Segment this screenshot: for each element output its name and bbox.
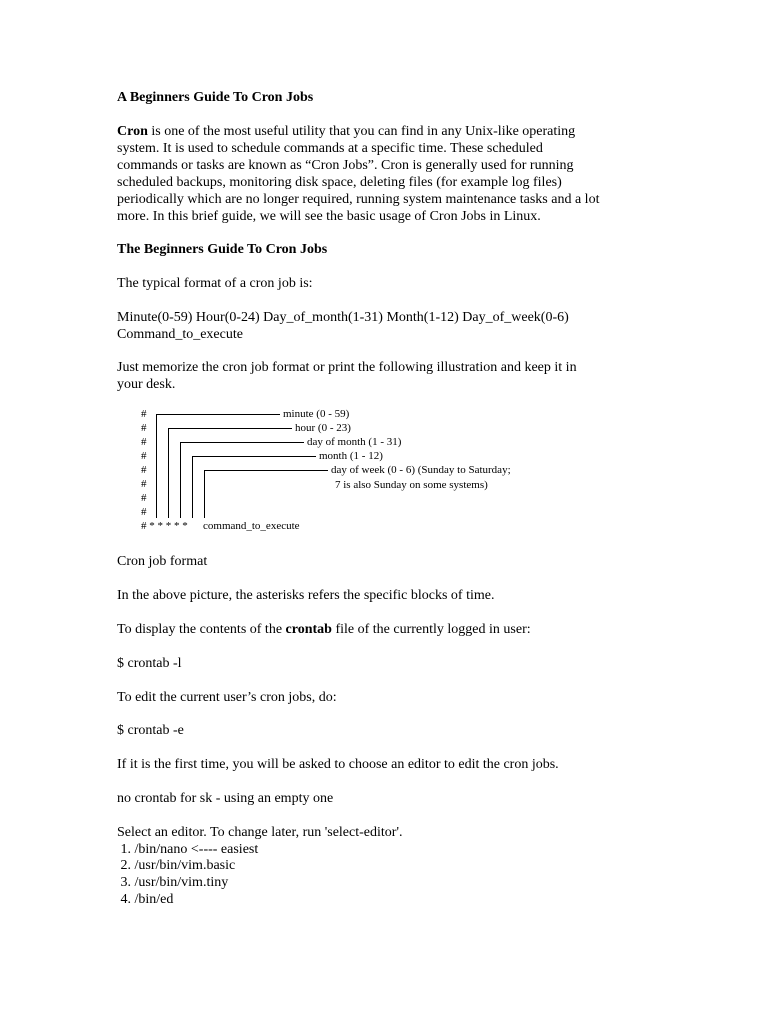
editor-option: 4. /bin/ed bbox=[117, 892, 174, 907]
no-crontab-text: no crontab for sk - using an empty one bbox=[117, 791, 334, 806]
diagram-hash: # bbox=[141, 436, 147, 448]
connector-line-minute bbox=[156, 414, 157, 518]
label-day-of-week-note: 7 is also Sunday on some systems) bbox=[335, 479, 488, 491]
connector-arm-day-of-month bbox=[180, 442, 304, 443]
cron-bold-word: Cron bbox=[117, 124, 148, 139]
label-day-of-week: day of week (0 - 6) (Sunday to Saturday; bbox=[331, 464, 511, 476]
diagram-hash: # bbox=[141, 408, 147, 420]
section-heading: The Beginners Guide To Cron Jobs bbox=[117, 242, 328, 257]
connector-line-month bbox=[192, 456, 193, 518]
label-hour: hour (0 - 23) bbox=[295, 422, 351, 434]
format-line-1: Minute(0-59) Hour(0-24) Day_of_month(1-31) Month(1-12) Day_of_week(0-6) bbox=[117, 310, 569, 325]
cron-format-diagram bbox=[141, 408, 581, 534]
intro-line-6: more. In this brief guide, we will see the basic usage of Cron Jobs in Linux. bbox=[117, 209, 541, 224]
display-text-before: To display the contents of the bbox=[117, 622, 286, 637]
diagram-hash: # bbox=[141, 450, 147, 462]
label-minute: minute (0 - 59) bbox=[283, 408, 350, 420]
intro-line-3: commands or tasks are known as “Cron Jobs”. Cron is generally used for running bbox=[117, 158, 574, 173]
diagram-asterisks: # * * * * * bbox=[141, 520, 188, 532]
page-title: A Beginners Guide To Cron Jobs bbox=[117, 90, 314, 105]
crontab-bold-word: crontab bbox=[285, 622, 332, 637]
label-month: month (1 - 12) bbox=[319, 450, 383, 462]
intro-line-1-rest: is one of the most useful utility that you can find in any Unix-like operating bbox=[147, 124, 576, 139]
memorize-line-1: Just memorize the cron job format or print the following illustration and keep it in bbox=[117, 360, 577, 375]
intro-line-5: periodically which are no longer required, running system maintenance tasks and a lot bbox=[117, 192, 600, 207]
intro-line-1 bbox=[117, 123, 575, 140]
intro-line-4: scheduled backups, monitoring disk space, deleting files (for example log files) bbox=[117, 175, 562, 190]
diagram-command: command_to_execute bbox=[203, 520, 300, 532]
display-text-after: file of the currently logged in user: bbox=[331, 622, 531, 637]
diagram-hash: # bbox=[141, 422, 147, 434]
editor-option: 2. /usr/bin/vim.basic bbox=[117, 858, 236, 873]
edit-text: To edit the current user’s cron jobs, do: bbox=[117, 690, 337, 705]
display-text bbox=[117, 621, 531, 638]
connector-arm-hour bbox=[168, 428, 292, 429]
editor-option: 3. /usr/bin/vim.tiny bbox=[117, 875, 229, 890]
first-time-text: If it is the first time, you will be asked to choose an editor to edit the cron jobs. bbox=[117, 757, 559, 772]
select-editor-text: Select an editor. To change later, run 'select-editor'. bbox=[117, 825, 403, 840]
label-day-of-month: day of month (1 - 31) bbox=[307, 436, 402, 448]
format-line-2: Command_to_execute bbox=[117, 327, 243, 342]
asterisks-text: In the above picture, the asterisks refers the specific blocks of time. bbox=[117, 588, 495, 603]
typical-format-text: The typical format of a cron job is: bbox=[117, 276, 313, 291]
connector-line-day-of-week bbox=[204, 470, 205, 518]
connector-line-day-of-month bbox=[180, 442, 181, 518]
connector-arm-minute bbox=[156, 414, 280, 415]
connector-arm-month bbox=[192, 456, 316, 457]
diagram-hash: # bbox=[141, 464, 147, 476]
figure-caption: Cron job format bbox=[117, 554, 208, 569]
command-crontab-list: $ crontab -l bbox=[117, 656, 182, 671]
editor-option: 1. /bin/nano <---- easiest bbox=[117, 842, 259, 857]
command-crontab-edit: $ crontab -e bbox=[117, 723, 184, 738]
memorize-line-2: your desk. bbox=[117, 377, 176, 392]
diagram-hash: # bbox=[141, 506, 147, 518]
connector-arm-day-of-week bbox=[204, 470, 328, 471]
connector-line-hour bbox=[168, 428, 169, 518]
intro-line-2: system. It is used to schedule commands at a specific time. These scheduled bbox=[117, 141, 543, 156]
diagram-hash: # bbox=[141, 492, 147, 504]
diagram-hash: # bbox=[141, 478, 147, 490]
